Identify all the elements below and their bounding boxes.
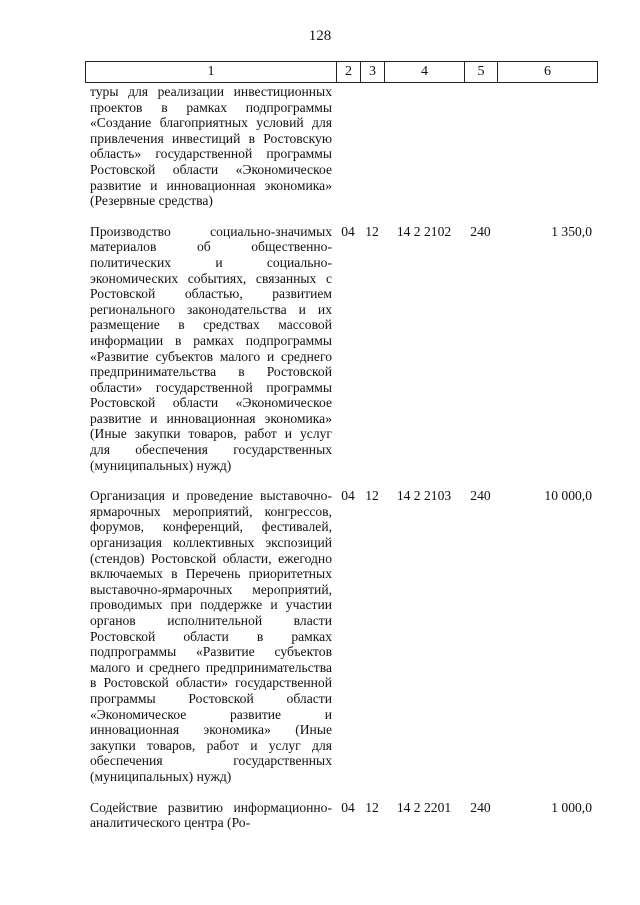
row-amount: 1 000,0 bbox=[551, 799, 592, 815]
table-row bbox=[85, 224, 597, 474]
row-amount: 1 350,0 bbox=[551, 223, 592, 239]
table-row bbox=[85, 84, 597, 209]
table-row bbox=[85, 488, 597, 784]
row-target-code: 14 2 2103 bbox=[396, 488, 452, 504]
table-body bbox=[85, 84, 597, 831]
header-col-1: 1 bbox=[86, 62, 337, 83]
page-number: 128 bbox=[308, 28, 332, 44]
row-expense-type: 240 bbox=[470, 223, 491, 239]
row-description: Организация и проведение выставочно-ярмарочных мероприятий, конгрессов, форумов, конференций, фестивалей, организация коллективных экспозиций (стендов) Ростовской области, ежегодно включаемых в Перечень приоритетных выставочно-ярмарочных мероприятий, проводимых при поддержке и участии органов исполнительной власти Ростовской области в рамках подпрограммы «Развитие субъектов малого и среднего предпринимательства в Ростовской области» государственной программы Ростовской области «Экономическое развитие и инновационная экономика» (Иные закупки товаров, работ и услуг для обеспечения государственных (муниципальных) нужд) bbox=[90, 488, 332, 784]
row-subsection: 12 bbox=[365, 223, 379, 239]
row-subsection: 12 bbox=[365, 799, 379, 815]
row-amount: 10 000,0 bbox=[544, 488, 592, 504]
row-expense-type: 240 bbox=[470, 799, 491, 815]
row-description: Содействие развитию информационно-аналитического центра (Ро- bbox=[90, 799, 332, 831]
header-col-4: 4 bbox=[385, 62, 465, 83]
row-amount bbox=[497, 84, 597, 209]
row-section bbox=[336, 84, 360, 209]
header-col-5: 5 bbox=[465, 62, 498, 83]
table-row bbox=[85, 800, 597, 831]
row-expense-type: 240 bbox=[470, 488, 491, 504]
row-section: 04 bbox=[341, 223, 355, 239]
row-description: туры для реализации инвестиционных проектов в рамках подпрограммы «Создание благоприятных условий для привлечения инвестиций в Ростовскую область» государственной программы Ростовской области «Экономическое развитие и инновационная экономика» (Резервные средства) bbox=[90, 84, 332, 209]
row-expense-type bbox=[464, 84, 497, 209]
row-section: 04 bbox=[341, 799, 355, 815]
row-subsection bbox=[360, 84, 384, 209]
row-target-code bbox=[384, 84, 464, 209]
row-section: 04 bbox=[341, 488, 355, 504]
table-header bbox=[85, 61, 598, 83]
header-col-6: 6 bbox=[498, 62, 598, 83]
header-col-3: 3 bbox=[361, 62, 385, 83]
row-target-code: 14 2 2201 bbox=[396, 799, 452, 815]
row-target-code: 14 2 2102 bbox=[396, 223, 452, 239]
row-description: Производство социально-значимых материалов об общественно-политических и социально-экономических событиях, связанных с Ростовской областью, развитием регионального законодательства и их размещение в средствах массовой информации в рамках подпрограммы «Развитие субъектов малого и среднего предпринимательства в Ростовской области» государственной программы Ростовской области «Экономическое развитие и инновационная экономика» (Иные закупки товаров, работ и услуг для обеспечения государственных (муниципальных) нужд) bbox=[90, 223, 332, 473]
row-subsection: 12 bbox=[365, 488, 379, 504]
header-col-2: 2 bbox=[337, 62, 361, 83]
